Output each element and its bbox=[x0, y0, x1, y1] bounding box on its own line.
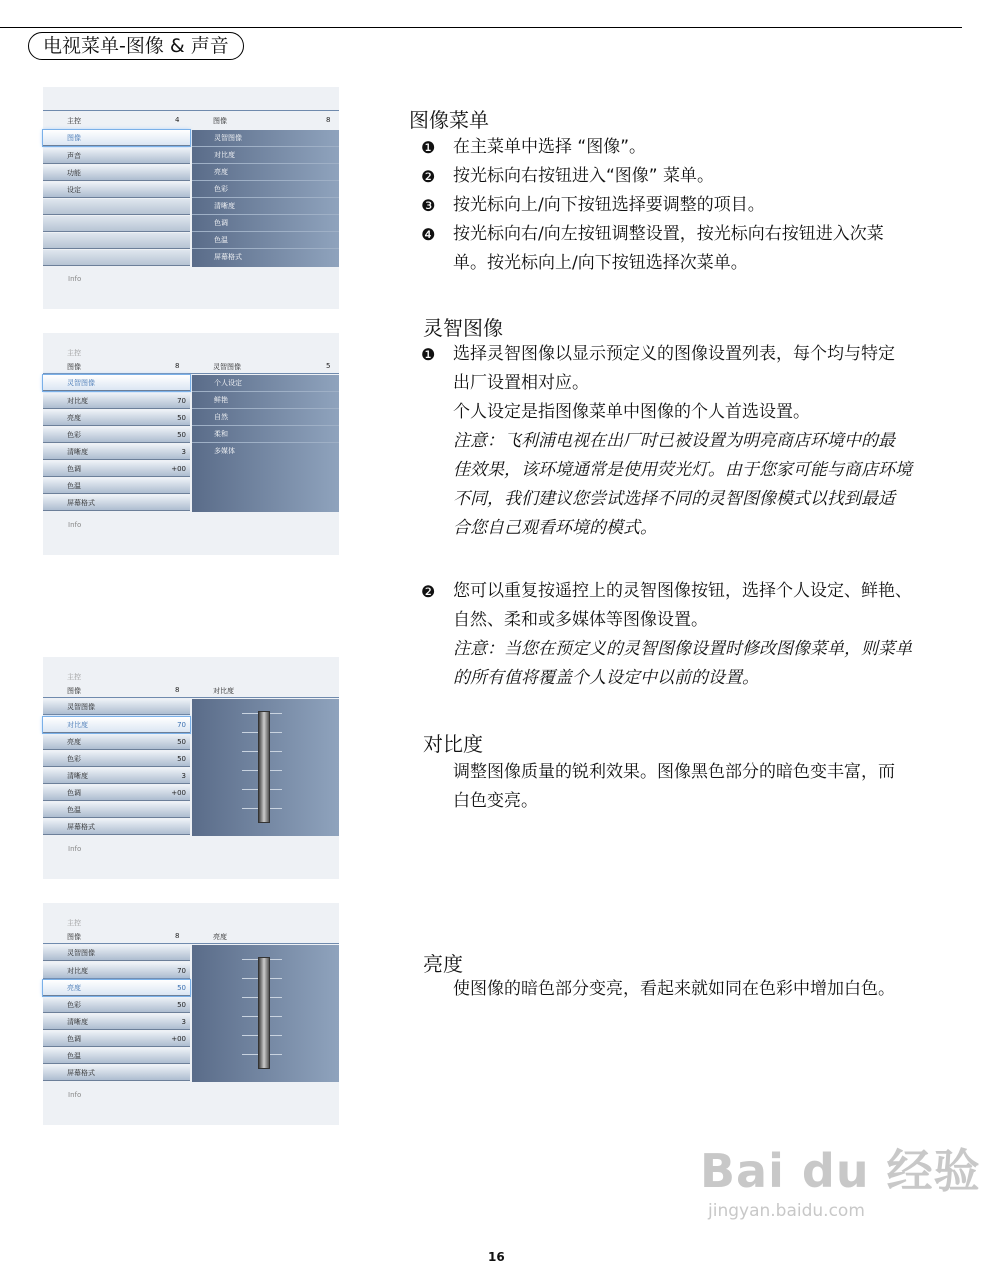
page-title: 电视菜单-图像 & 声音 bbox=[28, 32, 244, 60]
menu-item[interactable]: 色调 +00 bbox=[43, 785, 190, 801]
menu-item[interactable]: 色调 +00 bbox=[43, 1031, 190, 1047]
menu-item[interactable]: 灵智图像 bbox=[43, 375, 190, 391]
watermark-logo bbox=[700, 1135, 981, 1221]
menu-item[interactable]: 屏幕格式 bbox=[43, 819, 190, 835]
menu-header bbox=[43, 116, 339, 126]
divider bbox=[43, 110, 339, 111]
body-text: 使图像的暗色部分变亮，看起来就如同在色彩中增加白色。 bbox=[453, 979, 895, 999]
menu-screenshot-picture bbox=[43, 87, 339, 309]
submenu-item[interactable]: 对比度 bbox=[192, 147, 339, 164]
menu-item-setup[interactable]: 设定 bbox=[43, 182, 190, 198]
submenu-item[interactable]: 多媒体 bbox=[214, 447, 235, 455]
note-text: 的所有值将覆盖个人设定中以前的设置。 bbox=[453, 668, 759, 688]
menu-item[interactable]: 清晰度 3 bbox=[43, 444, 190, 460]
body-text: 出厂设置相对应。 bbox=[453, 373, 589, 393]
body-text: 白色变亮。 bbox=[453, 791, 538, 811]
menu-item-sound[interactable]: 声音 bbox=[43, 148, 190, 164]
menu-item[interactable]: 亮度 50 bbox=[43, 410, 190, 426]
menu-item-features[interactable]: 功能 bbox=[43, 165, 190, 181]
menu-item-empty bbox=[43, 216, 190, 232]
submenu-item[interactable]: 灵智图像 bbox=[192, 130, 339, 147]
menu-item[interactable]: 灵智图像 bbox=[43, 699, 190, 715]
contrast-slider[interactable] bbox=[258, 711, 270, 823]
info-label: Info bbox=[68, 275, 82, 283]
step-text: 单。按光标向上/向下按钮选择次菜单。 bbox=[453, 253, 748, 273]
section-heading-picture-menu: 图像菜单 bbox=[409, 108, 489, 132]
header-sub-label: 图像 bbox=[213, 117, 227, 125]
menu-screenshot-contrast: 主控 图像 8 对比度 灵智图像 对比度 70 亮度 50 色彩 50 清晰度 3 色调 +00 色温 屏幕格式 Info bbox=[43, 657, 339, 879]
menu-item[interactable]: 屏幕格式 bbox=[43, 495, 190, 511]
menu-screenshot-smart-picture: 主控 图像 8 灵智图像 5 灵智图像 对比度 70 亮度 50 色彩 50 清晰度 3 色调 +00 色温 屏幕格式 个人设定 鲜艳 自然 柔和 多媒体 Info bbox=[43, 333, 339, 555]
bullet-number: ❶ bbox=[421, 345, 436, 364]
step-text: 按光标向上/向下按钮选择要调整的项目。 bbox=[453, 195, 765, 215]
bullet-number: ❸ bbox=[421, 196, 436, 215]
menu-item[interactable]: 对比度 70 bbox=[43, 717, 190, 733]
menu-item-picture[interactable]: 图像 bbox=[43, 130, 190, 146]
menu-item[interactable]: 亮度 50 bbox=[43, 734, 190, 750]
header-main-label: 主控 bbox=[67, 117, 81, 125]
step-text: 按光标向右/向左按钮调整设置，按光标向右按钮进入次菜 bbox=[453, 224, 884, 244]
bullet-number: ❹ bbox=[421, 225, 436, 244]
menu-screenshot-brightness: 主控 图像 8 亮度 灵智图像 对比度 70 亮度 50 色彩 50 清晰度 3 色调 +00 色温 屏幕格式 Info bbox=[43, 903, 339, 1125]
note-text: 不同，我们建议您尝试选择不同的灵智图像模式以找到最适 bbox=[453, 489, 895, 509]
submenu-item[interactable]: 亮度 bbox=[192, 164, 339, 181]
body-text: 自然、柔和或多媒体等图像设置。 bbox=[453, 610, 708, 630]
submenu-item[interactable]: 个人设定 bbox=[192, 375, 339, 392]
watermark-url: jingyan.baidu.com bbox=[708, 1201, 865, 1221]
submenu-item[interactable]: 色温 bbox=[192, 232, 339, 249]
header-sub-count: 8 bbox=[326, 116, 331, 124]
menu-item[interactable]: 色彩 50 bbox=[43, 997, 190, 1013]
section-heading-contrast: 对比度 bbox=[423, 732, 483, 756]
step-text: 在主菜单中选择 “图像”。 bbox=[453, 137, 647, 157]
menu-item-empty bbox=[43, 250, 190, 266]
note-text: 合您自己观看环境的模式。 bbox=[453, 518, 657, 538]
info-label: Info bbox=[68, 1091, 82, 1099]
menu-item[interactable]: 清晰度 3 bbox=[43, 1014, 190, 1030]
menu-item[interactable]: 色调 +00 bbox=[43, 461, 190, 477]
brightness-slider[interactable] bbox=[258, 957, 270, 1069]
body-text: 您可以重复按遥控上的灵智图像按钮，选择个人设定、鲜艳、 bbox=[453, 581, 912, 601]
menu-item[interactable]: 色彩 50 bbox=[43, 751, 190, 767]
menu-item[interactable]: 屏幕格式 bbox=[43, 1065, 190, 1081]
header-main-count: 4 bbox=[175, 116, 180, 124]
note-text: 注意：飞利浦电视在出厂时已被设置为明亮商店环境中的最 bbox=[453, 431, 895, 451]
menu-item[interactable]: 色彩 50 bbox=[43, 427, 190, 443]
divider bbox=[43, 943, 339, 944]
top-rule bbox=[0, 27, 962, 28]
divider bbox=[43, 373, 339, 374]
menu-item-empty bbox=[43, 199, 190, 215]
section-heading-smart-picture: 灵智图像 bbox=[423, 316, 503, 340]
menu-item[interactable]: 亮度 50 bbox=[43, 980, 190, 996]
body-text: 选择灵智图像以显示预定义的图像设置列表，每个均与特定 bbox=[453, 344, 895, 364]
submenu-item[interactable]: 屏幕格式 bbox=[214, 253, 242, 261]
watermark-brand: Bai du 经验 bbox=[700, 1144, 981, 1198]
step-text: 按光标向右按钮进入“图像” 菜单。 bbox=[453, 166, 715, 186]
menu-item-empty bbox=[43, 233, 190, 249]
slider-panel bbox=[192, 945, 339, 1082]
slider-panel bbox=[192, 699, 339, 836]
divider bbox=[43, 697, 339, 698]
menu-item[interactable]: 对比度 70 bbox=[43, 963, 190, 979]
note-text: 佳效果，该环境通常是使用荧光灯。由于您家可能与商店环境 bbox=[453, 460, 912, 480]
submenu-item[interactable]: 柔和 bbox=[192, 426, 339, 443]
body-text: 调整图像质量的锐利效果。图像黑色部分的暗色变丰富，而 bbox=[453, 762, 895, 782]
submenu-item[interactable]: 自然 bbox=[192, 409, 339, 426]
bullet-number: ❷ bbox=[421, 167, 436, 186]
body-text: 个人设定是指图像菜单中图像的个人首选设置。 bbox=[453, 402, 810, 422]
submenu-item[interactable]: 色彩 bbox=[192, 181, 339, 198]
menu-item[interactable]: 灵智图像 bbox=[43, 945, 190, 961]
menu-item[interactable]: 对比度 70 bbox=[43, 393, 190, 409]
note-text: 注意：当您在预定义的灵智图像设置时修改图像菜单，则菜单 bbox=[453, 639, 912, 659]
menu-item[interactable]: 色温 bbox=[43, 1048, 190, 1064]
info-label: Info bbox=[68, 845, 82, 853]
submenu-item[interactable]: 鲜艳 bbox=[192, 392, 339, 409]
section-heading-brightness: 亮度 bbox=[423, 952, 463, 976]
info-label: Info bbox=[68, 521, 82, 529]
menu-item[interactable]: 色温 bbox=[43, 478, 190, 494]
bullet-number: ❷ bbox=[421, 582, 436, 601]
menu-item[interactable]: 色温 bbox=[43, 802, 190, 818]
menu-item[interactable]: 清晰度 3 bbox=[43, 768, 190, 784]
submenu-panel bbox=[192, 375, 339, 512]
submenu-item[interactable]: 清晰度 bbox=[192, 198, 339, 215]
submenu-item[interactable]: 色调 bbox=[192, 215, 339, 232]
submenu-panel bbox=[192, 130, 339, 267]
bullet-number: ❶ bbox=[421, 138, 436, 157]
page-number: 16 bbox=[488, 1250, 505, 1264]
